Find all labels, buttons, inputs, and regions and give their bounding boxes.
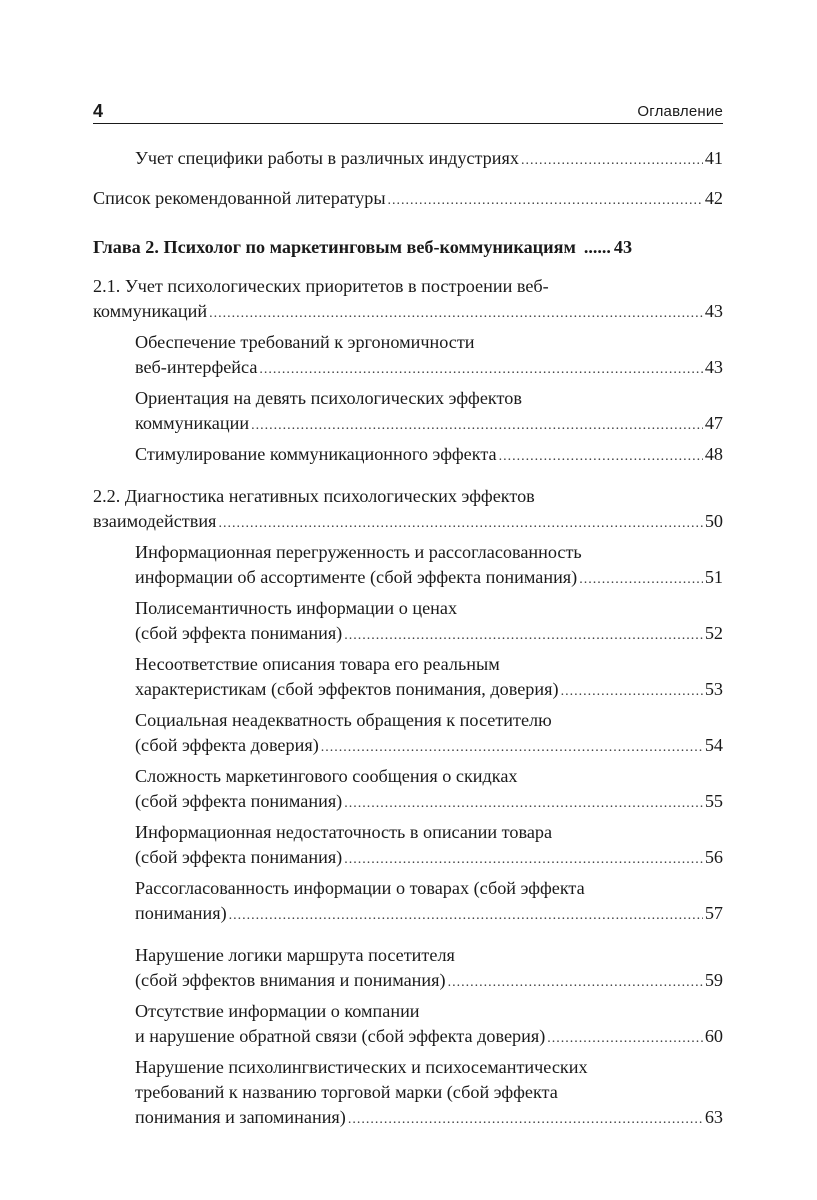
toc-entry-leader-line [135, 677, 723, 704]
toc-entry [93, 764, 723, 816]
toc-entry-title: и нарушение обратной связи (сбой эффекта доверия) [135, 1026, 546, 1046]
toc-page-number: 53 [704, 679, 723, 699]
toc-entry-title: коммуникаций [93, 301, 208, 321]
toc-page-number: 54 [704, 735, 723, 755]
toc-entry-line: Социальная неадекватность обращения к посетителю [135, 710, 552, 730]
section-title: Оглавление [637, 103, 723, 120]
toc-page-number: 50 [704, 511, 723, 531]
toc-entry-title: взаимодействия [93, 511, 217, 531]
toc-page-number: 43 [704, 357, 723, 377]
toc-entry-title: веб-интерфейса [135, 357, 258, 377]
toc-entry-line: 2.1. Учет психологических приоритетов в построении веб- [93, 276, 549, 296]
dot-leader [344, 623, 703, 648]
toc-entry-leader-line [135, 845, 723, 872]
toc-entry-leader-line [135, 733, 723, 760]
toc-page-number: 63 [704, 1107, 723, 1127]
toc-entry-title: (сбой эффекта понимания) [135, 791, 343, 811]
toc-entry-leader-line [135, 621, 723, 648]
toc-entry [93, 596, 723, 648]
toc-page-number: 43 [704, 301, 723, 321]
toc-entry-title: (сбой эффекта понимания) [135, 847, 343, 867]
toc-entry [93, 274, 723, 326]
toc-entry-title: Список рекомендованной литературы [93, 188, 386, 208]
toc-page-number: 60 [704, 1026, 723, 1046]
dot-leader [344, 791, 703, 816]
toc-page-number: 55 [704, 791, 723, 811]
toc-page-number: 51 [704, 567, 723, 587]
toc-entry [93, 186, 723, 213]
toc-entry-line: Полисемантичность информации о ценах [135, 598, 458, 618]
toc-entry-title: понимания и запоминания) [135, 1107, 346, 1127]
toc-page-number: 56 [704, 847, 723, 867]
toc-entry [93, 442, 723, 469]
dot-leader [499, 444, 703, 469]
dot-leader [521, 148, 703, 173]
toc-entry-leader-line [135, 442, 723, 469]
toc-entry-line: Ориентация на девять психологических эффектов [135, 388, 522, 408]
toc-entry-title: понимания) [135, 903, 227, 923]
dot-leader [251, 413, 703, 438]
dot-leader [218, 511, 702, 536]
toc-entry-leader-line [135, 1105, 723, 1132]
toc-entry [93, 484, 723, 536]
dot-leader [209, 301, 703, 326]
toc-entry [93, 1055, 723, 1132]
toc-page-number: 41 [704, 148, 723, 168]
toc-entry-title: (сбой эффектов внимания и понимания) [135, 970, 446, 990]
toc-entry-line: Рассогласованность информации о товарах (сбой эффекта [135, 878, 585, 898]
toc-entry-line: Обеспечение требований к эргономичности [135, 332, 475, 352]
toc-entry-title: Учет специфики работы в различных индустриях [135, 148, 519, 168]
toc-entry-title: коммуникации [135, 413, 250, 433]
toc-entry-leader-line [135, 789, 723, 816]
toc-entry [93, 943, 723, 995]
toc-entry-leader-line [135, 565, 723, 592]
toc-entry [93, 235, 723, 260]
dot-leader [561, 679, 703, 704]
toc-entry [93, 386, 723, 438]
toc-entry-leader-line [135, 146, 723, 173]
toc-entry [93, 146, 723, 173]
toc-entry-leader-line [135, 901, 723, 928]
dot-leader [348, 1107, 703, 1132]
toc-entry-leader-line [135, 968, 723, 995]
toc-page-number: 43 [613, 237, 633, 257]
toc-page-number: 47 [704, 413, 723, 433]
toc-entry-title: Глава 2. Психолог по маркетинговым веб-коммуникациям [93, 237, 576, 257]
page-number: 4 [93, 101, 104, 121]
toc-entry-line: Нарушение логики маршрута посетителя [135, 945, 455, 965]
dot-leader [229, 903, 703, 928]
toc-entry-line: Несоответствие описания товара его реальным [135, 654, 500, 674]
toc-page-number: 57 [704, 903, 723, 923]
toc-entry [93, 652, 723, 704]
dot-leader [259, 357, 702, 382]
toc-page-number: 52 [704, 623, 723, 643]
book-page [93, 96, 723, 1132]
dot-leader [344, 847, 703, 872]
toc-entry-title: характеристикам (сбой эффектов понимания, доверия) [135, 679, 559, 699]
toc-entry-line: 2.2. Диагностика негативных психологических эффектов [93, 486, 535, 506]
toc-entry-leader-line [135, 355, 723, 382]
toc-entry [93, 708, 723, 760]
toc-entry [93, 330, 723, 382]
toc-entry-leader-line [135, 1024, 723, 1051]
toc-entry-title: информации об ассортименте (сбой эффекта понимания) [135, 567, 578, 587]
toc-entry-line: Нарушение психолингвистических и психосемантических [135, 1057, 588, 1077]
dot-leader [547, 1026, 703, 1051]
toc-entry-line: требований к названию торговой марки (сбой эффекта [135, 1082, 558, 1102]
table-of-contents [93, 146, 723, 1132]
toc-entry-leader-line [93, 235, 723, 260]
toc-entry [93, 820, 723, 872]
dot-leader [579, 567, 703, 592]
toc-entry-leader-line [93, 299, 723, 326]
dot-leader [321, 735, 703, 760]
toc-entry-title: (сбой эффекта доверия) [135, 735, 319, 755]
toc-entry-line: Сложность маркетингового сообщения о скидках [135, 766, 518, 786]
toc-entry [93, 876, 723, 928]
toc-page-number: 48 [704, 444, 723, 464]
dot-leader [448, 970, 703, 995]
running-head [93, 96, 723, 124]
toc-page-number: 59 [704, 970, 723, 990]
toc-entry-leader-line [93, 186, 723, 213]
toc-entry-title: Стимулирование коммуникационного эффекта [135, 444, 497, 464]
toc-entry-title: (сбой эффекта понимания) [135, 623, 343, 643]
dot-leader [388, 188, 703, 213]
toc-page-number: 42 [704, 188, 723, 208]
toc-entry-line: Отсутствие информации о компании [135, 1001, 420, 1021]
toc-entry-line: Информационная перегруженность и рассогласованность [135, 542, 582, 562]
toc-entry [93, 540, 723, 592]
toc-entry [93, 999, 723, 1051]
dot-leader [584, 235, 611, 260]
toc-entry-line: Информационная недостаточность в описании товара [135, 822, 553, 842]
toc-entry-leader-line [93, 509, 723, 536]
toc-entry-leader-line [135, 411, 723, 438]
